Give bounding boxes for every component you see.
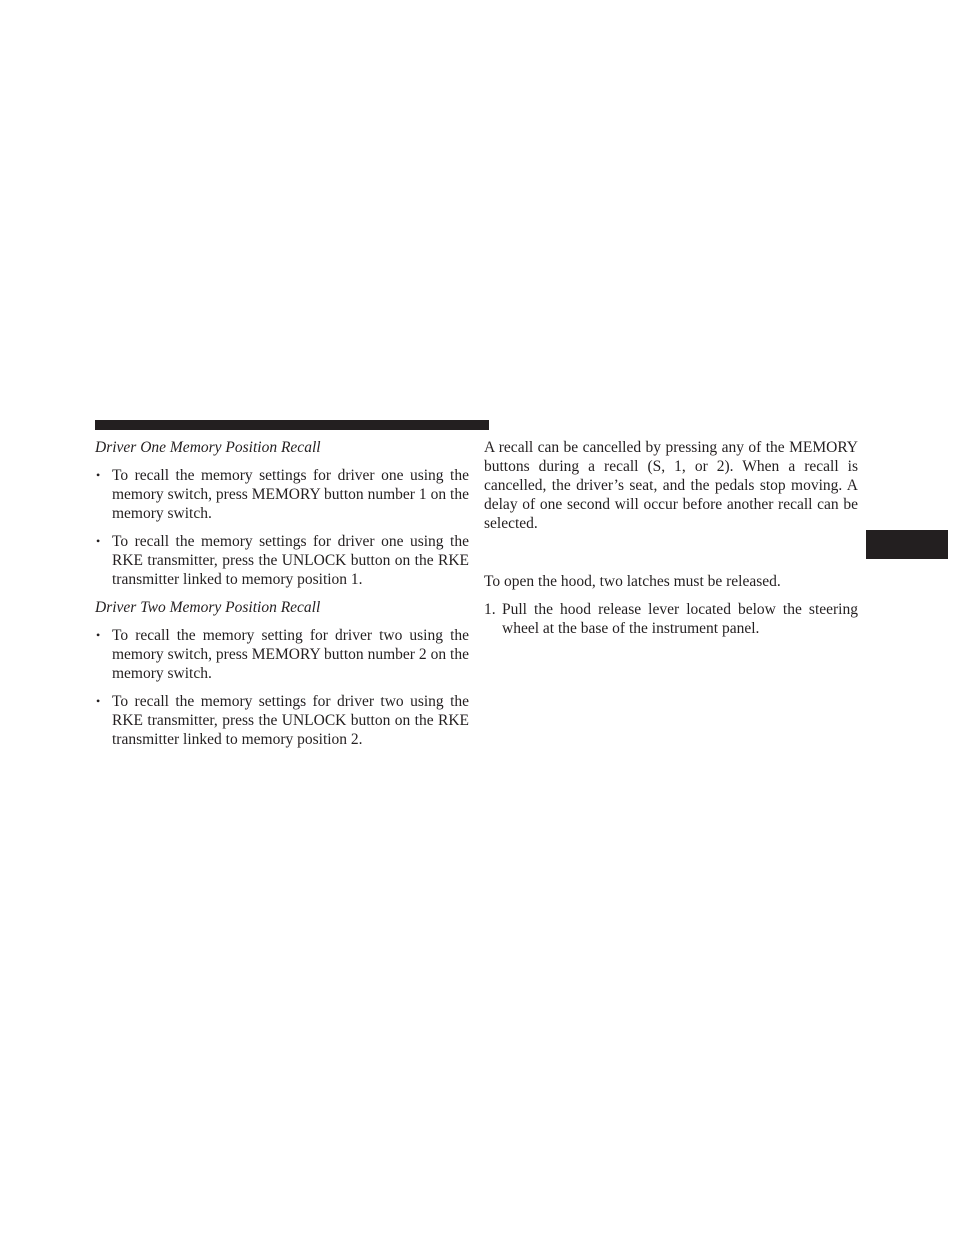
list-item [95,692,469,749]
bullet-icon: • [96,628,101,642]
bullet-icon: • [96,694,101,708]
list-item [95,466,469,523]
bullet-icon: • [96,534,101,548]
left-column [95,438,469,758]
list-item [95,626,469,683]
chapter-thumb-tab [866,530,948,559]
list-item-text: To recall the memory settings for driver two using the RKE transmitter, press the UNLOCK button on the RKE transmitter linked to memory position 2. [112,693,469,748]
section-rule [95,420,489,430]
step-text: Pull the hood release lever located below the steering wheel at the base of the instrument panel. [502,601,858,637]
recall-cancel-paragraph: A recall can be cancelled by pressing any of the MEMORY buttons during a recall (S, 1, or 2). When a recall is cancelled, the driver’s seat, and the pedals stop moving. A delay of one second will occur before another recall can be selected. [484,439,858,532]
step-item [484,600,858,638]
list-item [95,532,469,589]
section-gap [484,533,858,572]
driver-one-list [95,466,469,589]
hood-intro-paragraph: To open the hood, two latches must be released. [484,573,781,590]
right-column [484,438,858,638]
step-number: 1. [484,601,496,618]
bullet-icon: • [96,468,101,482]
driver-two-list [95,626,469,749]
list-item-text: To recall the memory settings for driver one using the RKE transmitter, press the UNLOCK button on the RKE transmitter linked to memory position 1. [112,533,469,588]
hood-steps-list [484,600,858,638]
list-item-text: To recall the memory settings for driver one using the memory switch, press MEMORY button number 1 on the memory switch. [112,467,469,522]
driver-one-heading: Driver One Memory Position Recall [95,439,321,456]
driver-two-heading: Driver Two Memory Position Recall [95,599,321,616]
list-item-text: To recall the memory setting for driver two using the memory switch, press MEMORY button number 2 on the memory switch. [112,627,469,682]
